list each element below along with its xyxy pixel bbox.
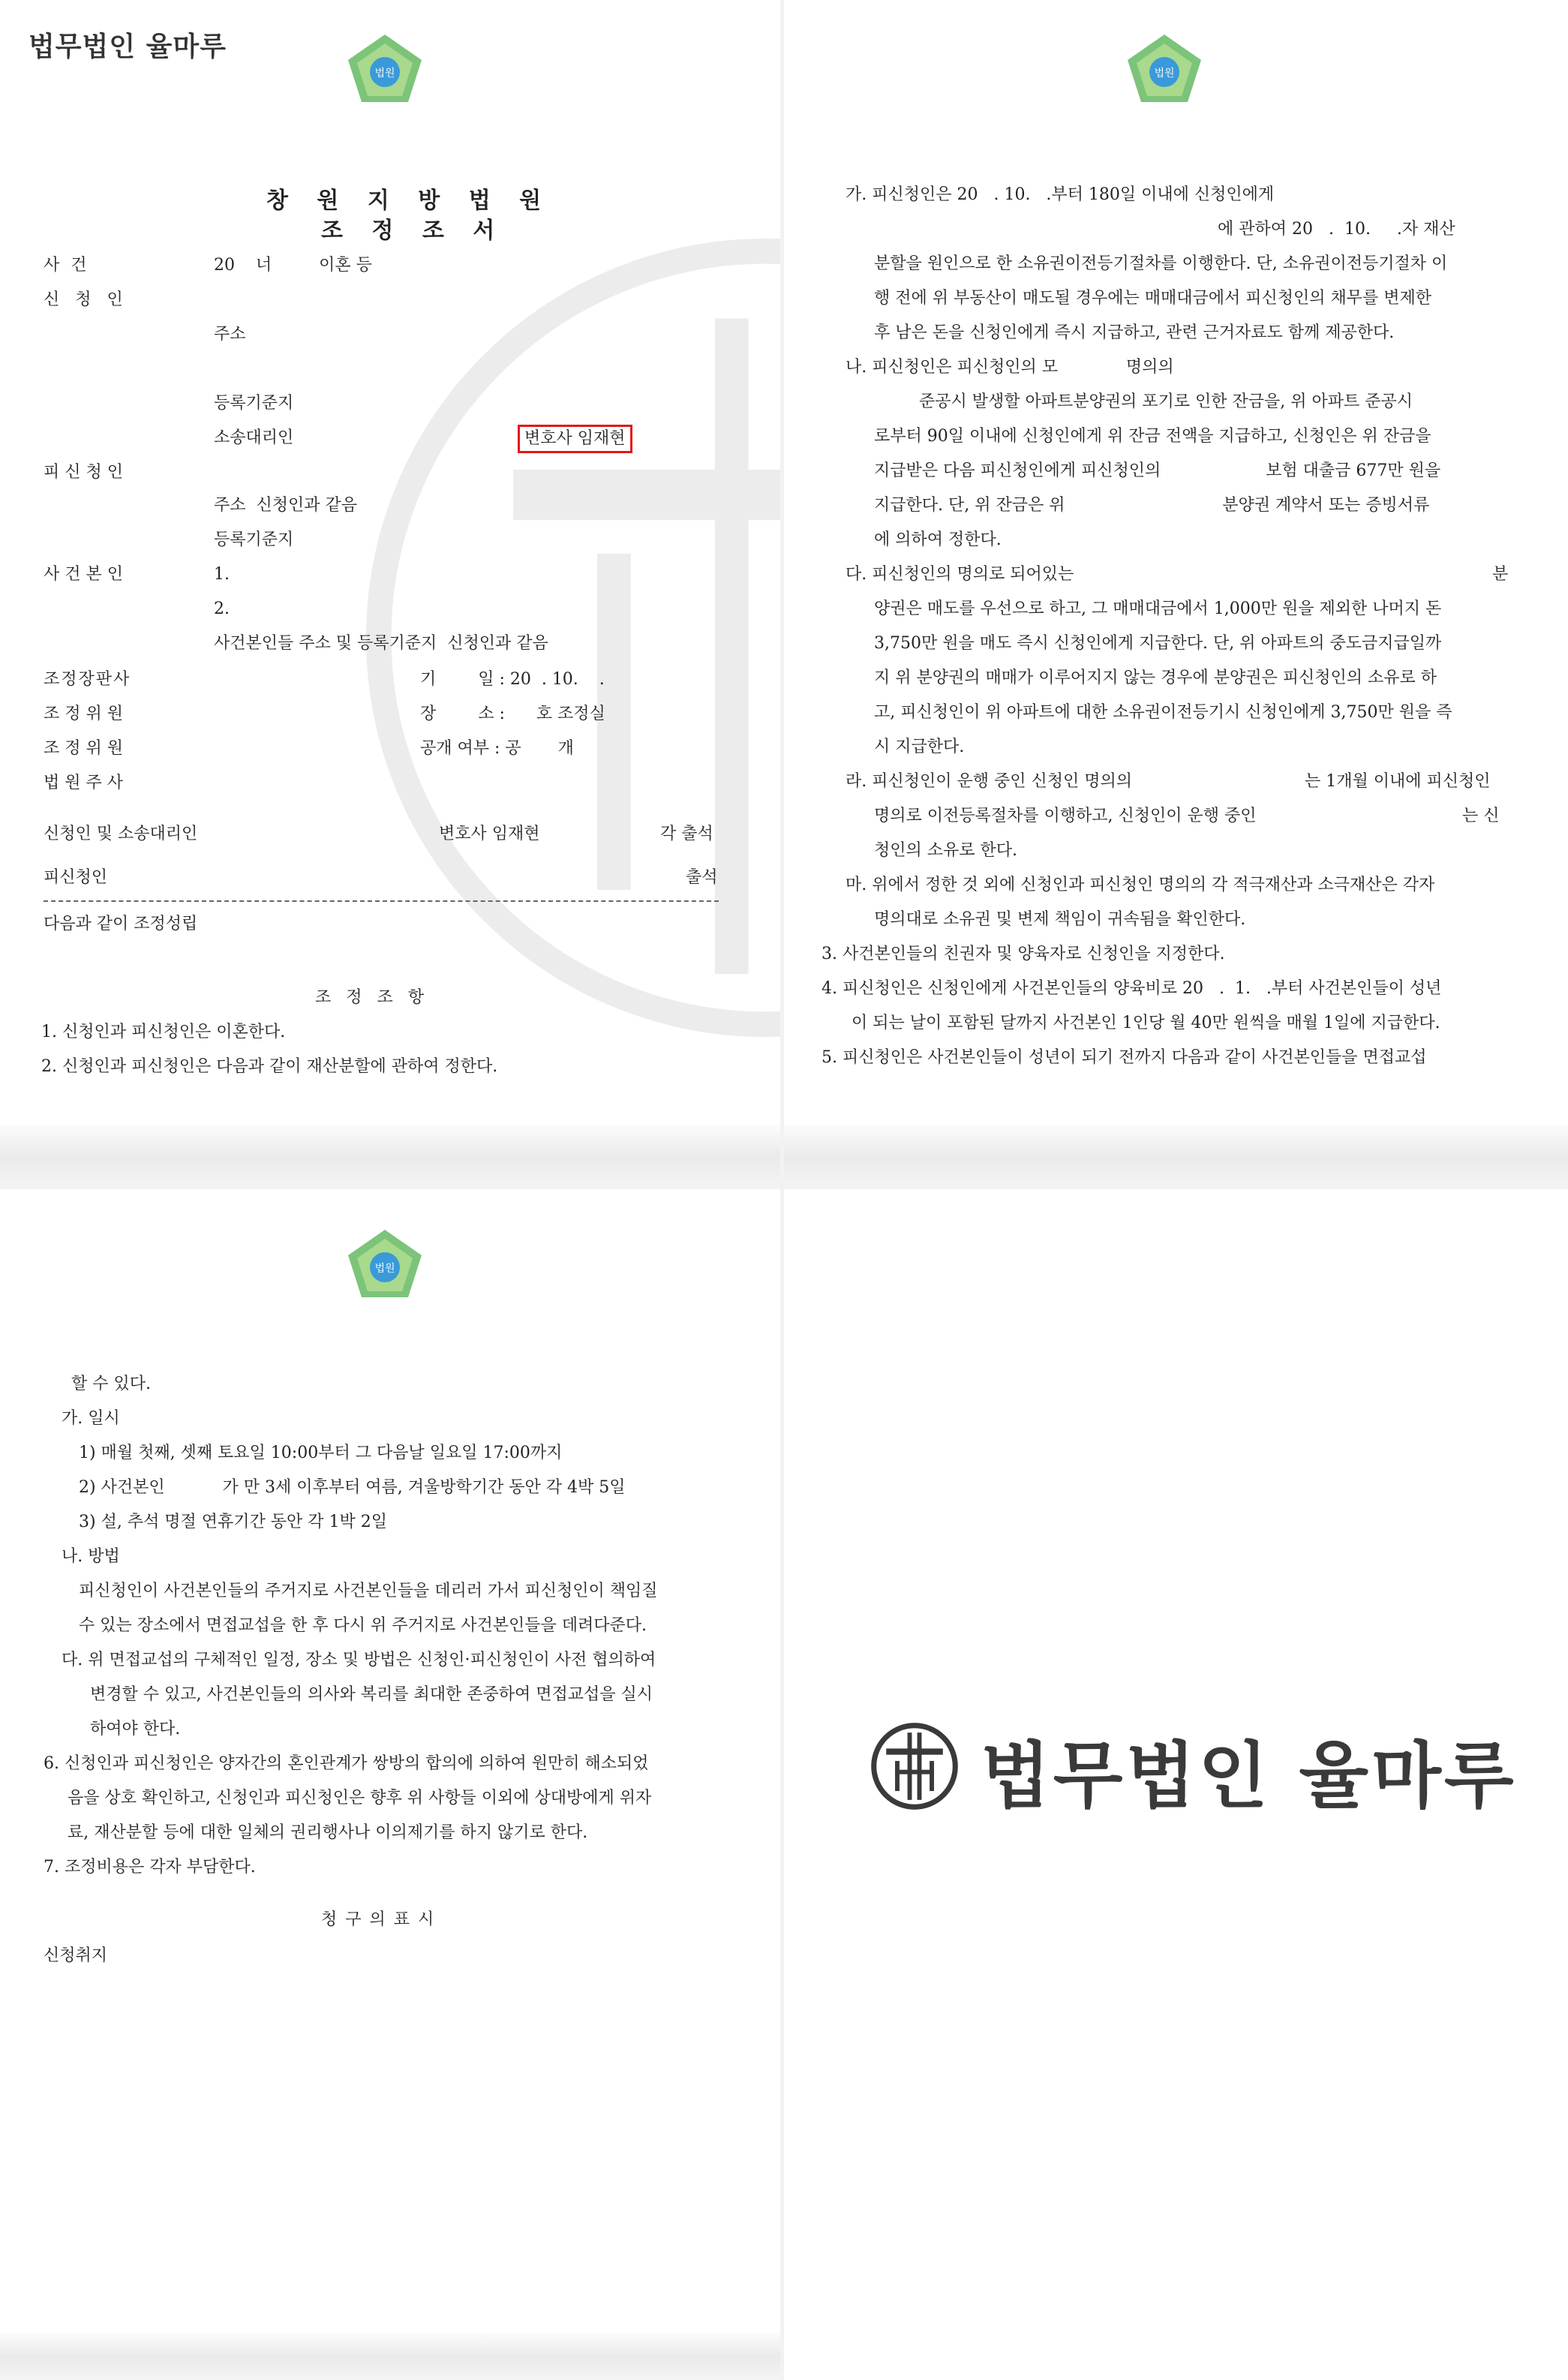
clause-da-line-1: 다. 피신청인의 명의로 되어있는	[846, 565, 1074, 584]
svg-text:법원: 법원	[374, 1263, 395, 1275]
clause-ga-line-4: 행 전에 위 부동산이 매도될 경우에는 매매대금에서 피신청인의 채무를 변제한	[874, 289, 1432, 308]
clause-na-line-3: 로부터 90일 이내에 신청인에게 위 잔금 전액을 지급하고, 신청인은 위 잔금을	[874, 427, 1431, 446]
visit-da-line-2: 변경할 수 있고, 사건본인들의 의사와 복리를 최대한 존중하여 면접교섭을 실시	[90, 1685, 653, 1704]
attendance-petitioner-status: 각 출석	[660, 825, 713, 843]
clause-na-line-6: 에 의하여 정한다.	[874, 530, 1002, 549]
clause-na-line-4: 지급받은 다음 피신청인에게 피신청인의 보험 대출금 677만 원을	[874, 461, 1441, 480]
clause-ra-line-2-end: 는 신	[1462, 807, 1500, 825]
respondent-label: 피 신 청 인	[44, 463, 123, 482]
principal-2: 2.	[214, 600, 230, 618]
clause-na-line-1: 나. 피신청인은 피신청인의 모 명의의	[846, 358, 1174, 377]
clerk-label: 법 원 주 사	[44, 774, 123, 792]
firm-logo-icon	[870, 1722, 959, 1811]
firm-logo-text: 법무법인 율마루	[981, 1734, 1517, 1818]
term-2: 2. 신청인과 피신청인은 다음과 같이 재산분할에 관하여 정한다.	[41, 1057, 498, 1076]
firm-name: 법무법인 율마루	[29, 32, 227, 62]
attendance-petitioner-label: 신청인 및 소송대리인	[44, 825, 198, 843]
clause-ra-line-1-end: 는 1개월 이내에 피신청인	[1305, 772, 1491, 791]
svg-text:법원: 법원	[1154, 68, 1175, 80]
visit-schedule-2: 2) 사건본인 가 만 3세 이후부터 여름, 겨울방학기간 동안 각 4박 5일	[79, 1478, 626, 1497]
document-page-1	[0, 0, 780, 1125]
term-4-line-1: 4. 피신청인은 신청인에게 사건본인들의 양육비로 20 . 1. .부터 사건본인들이 성년	[822, 979, 1442, 998]
clause-ga-line-1: 가. 피신청인은 20 . 10. .부터 180일 이내에 신청인에게	[846, 185, 1275, 204]
document-page-2	[784, 0, 1568, 1125]
visit-schedule-heading: 가. 일시	[62, 1409, 120, 1428]
visit-da-line-1: 다. 위 면접교섭의 구체적인 일정, 장소 및 방법은 신청인·피신청인이 사전 협의하여	[62, 1651, 656, 1669]
attendance-petitioner-name: 변호사 임재현	[439, 825, 540, 843]
attendance-respondent-status: 출석	[686, 868, 718, 887]
term-5-line-1: 5. 피신청인은 사건본인들이 성년이 되기 전까지 다음과 같이 사건본인들을 면접교섭	[822, 1048, 1427, 1067]
clause-ma-line-2: 명의대로 소유권 및 변제 책임이 귀속됨을 확인한다.	[874, 910, 1246, 929]
court-emblem-icon	[1123, 32, 1206, 107]
clause-da-line-2: 양권은 매도를 우선으로 하고, 그 매매대금에서 1,000만 원을 제외한 나머지 돈	[874, 600, 1442, 618]
respondent-address: 주소 신청인과 같음	[214, 496, 357, 515]
clause-da-line-3: 3,750만 원을 매도 즉시 신청인에게 지급한다. 단, 위 아파트의 중도금지급일까	[874, 634, 1442, 653]
clause-da-line-6: 시 지급한다.	[874, 738, 965, 756]
visit-schedule-3: 3) 설, 추석 명절 연휴기간 동안 각 1박 2일	[79, 1513, 388, 1531]
hearing-date: 기 일 : 20 . 10. .	[420, 670, 605, 689]
page-divider	[0, 1125, 1568, 1189]
term-6-line-3: 료, 재산분할 등에 대한 일체의 권리행사나 이의제기를 하지 않기로 한다.	[68, 1823, 588, 1842]
principals-address: 사건본인들 주소 및 등록기준지 신청인과 같음	[214, 634, 548, 653]
court-emblem-icon	[344, 32, 426, 107]
agent-label: 소송대리인	[214, 428, 294, 447]
clause-ra-line-3: 청인의 소유로 한다.	[874, 841, 1017, 860]
petitioner-registry-label: 등록기준지	[214, 394, 294, 413]
clause-na-line-5: 지급한다. 단, 위 잔금은 위 분양권 계약서 또는 증빙서류	[874, 496, 1430, 515]
principals-label: 사 건 본 인	[44, 565, 123, 584]
term-6-line-1: 6. 신청인과 피신청인은 양자간의 혼인관계가 쌍방의 합의에 의하여 원만히 해소되었	[44, 1754, 649, 1773]
principal-1: 1.	[214, 565, 230, 584]
claim-title: 청 구 의 표 시	[321, 1910, 436, 1929]
respondent-registry: 등록기준지	[214, 530, 294, 549]
case-label: 사 건	[44, 256, 90, 275]
term-6-line-2: 음을 상호 확인하고, 신청인과 피신청인은 향후 위 사항들 이외에 상대방에게 위자	[68, 1789, 652, 1808]
attendance-respondent-label: 피신청인	[44, 868, 108, 887]
judge-label: 조정장판사	[44, 670, 131, 689]
page-divider	[0, 2333, 780, 2380]
firm-logo-panel	[784, 1189, 1568, 2380]
clause-ra-line-1: 라. 피신청인이 운행 중인 신청인 명의의	[846, 772, 1132, 791]
clause-da-line-4: 지 위 분양권의 매매가 이루어지지 않는 경우에 분양권은 피신청인의 소유로 하	[874, 669, 1437, 687]
agent-value-highlight: 변호사 임재현	[518, 425, 632, 453]
clause-ga-line-2: 에 관하여 20 . 10. .자 재산	[1218, 220, 1455, 239]
court-emblem-icon	[344, 1227, 426, 1302]
clause-da-line-1-end: 분	[1492, 565, 1509, 584]
term-1: 1. 신청인과 피신청인은 이혼한다.	[41, 1023, 286, 1041]
clause-da-line-5: 고, 피신청인이 위 아파트에 대한 소유권이전등기시 신청인에게 3,750만 원을 즉	[874, 703, 1452, 722]
svg-text:법원: 법원	[374, 68, 395, 80]
public-status: 공개 여부 : 공 개	[420, 739, 574, 758]
term-4-line-2: 이 되는 날이 포함된 달까지 사건본인 1인당 월 40만 원씩을 매월 1일에 지급한다.	[852, 1014, 1440, 1032]
visit-schedule-1: 1) 매월 첫째, 셋째 토요일 10:00부터 그 다음날 일요일 17:00까지	[79, 1444, 563, 1462]
visit-method-heading: 나. 방법	[62, 1547, 120, 1566]
member2-label: 조 정 위 원	[44, 739, 123, 758]
separator-line	[44, 900, 719, 902]
document-page-3	[0, 1189, 780, 2333]
clause-ma-line-1: 마. 위에서 정한 것 외에 신청인과 피신청인 명의의 각 적극재산과 소극재산은 각자	[846, 876, 1435, 894]
member1-label: 조 정 위 원	[44, 705, 123, 723]
term-7: 7. 조정비용은 각자 부담한다.	[44, 1858, 256, 1877]
claim-label: 신청취지	[44, 1946, 108, 1965]
terms-title: 조 정 조 항	[315, 988, 425, 1007]
visit-da-line-3: 하여야 한다.	[90, 1720, 181, 1738]
court-name: 창 원 지 방 법 원	[266, 188, 552, 214]
clause-ga-line-5: 후 남은 돈을 신청인에게 즉시 지급하고, 관련 근거자료도 함께 제공한다.	[874, 323, 1395, 342]
document-title: 조 정 조 서	[321, 218, 506, 244]
petitioner-label: 신 청 인	[44, 290, 123, 309]
visit-intro: 할 수 있다.	[71, 1375, 151, 1393]
hearing-place: 장 소 : 호 조정실	[420, 705, 605, 723]
clause-ra-line-2: 명의로 이전등록절차를 이행하고, 신청인이 운행 중인	[874, 807, 1257, 825]
clause-na-line-2: 준공시 발생할 아파트분양권의 포기로 인한 잔금을, 위 아파트 준공시	[919, 392, 1413, 411]
case-value: 20 너 이혼 등	[214, 256, 372, 275]
petitioner-address-label: 주소	[214, 325, 246, 344]
clause-ga-line-3: 분할을 원인으로 한 소유권이전등기절차를 이행한다. 단, 소유권이전등기절차 이	[874, 254, 1448, 273]
term-3: 3. 사건본인들의 친권자 및 양육자로 신청인을 지정한다.	[822, 945, 1225, 963]
visit-method-line-2: 수 있는 장소에서 면접교섭을 한 후 다시 위 주거지로 사건본인들을 데려다준다.	[79, 1616, 647, 1635]
visit-method-line-1: 피신청인이 사건본인들의 주거지로 사건본인들을 데리러 가서 피신청인이 책임질	[79, 1582, 658, 1600]
established-text: 다음과 같이 조정성립	[44, 915, 198, 933]
